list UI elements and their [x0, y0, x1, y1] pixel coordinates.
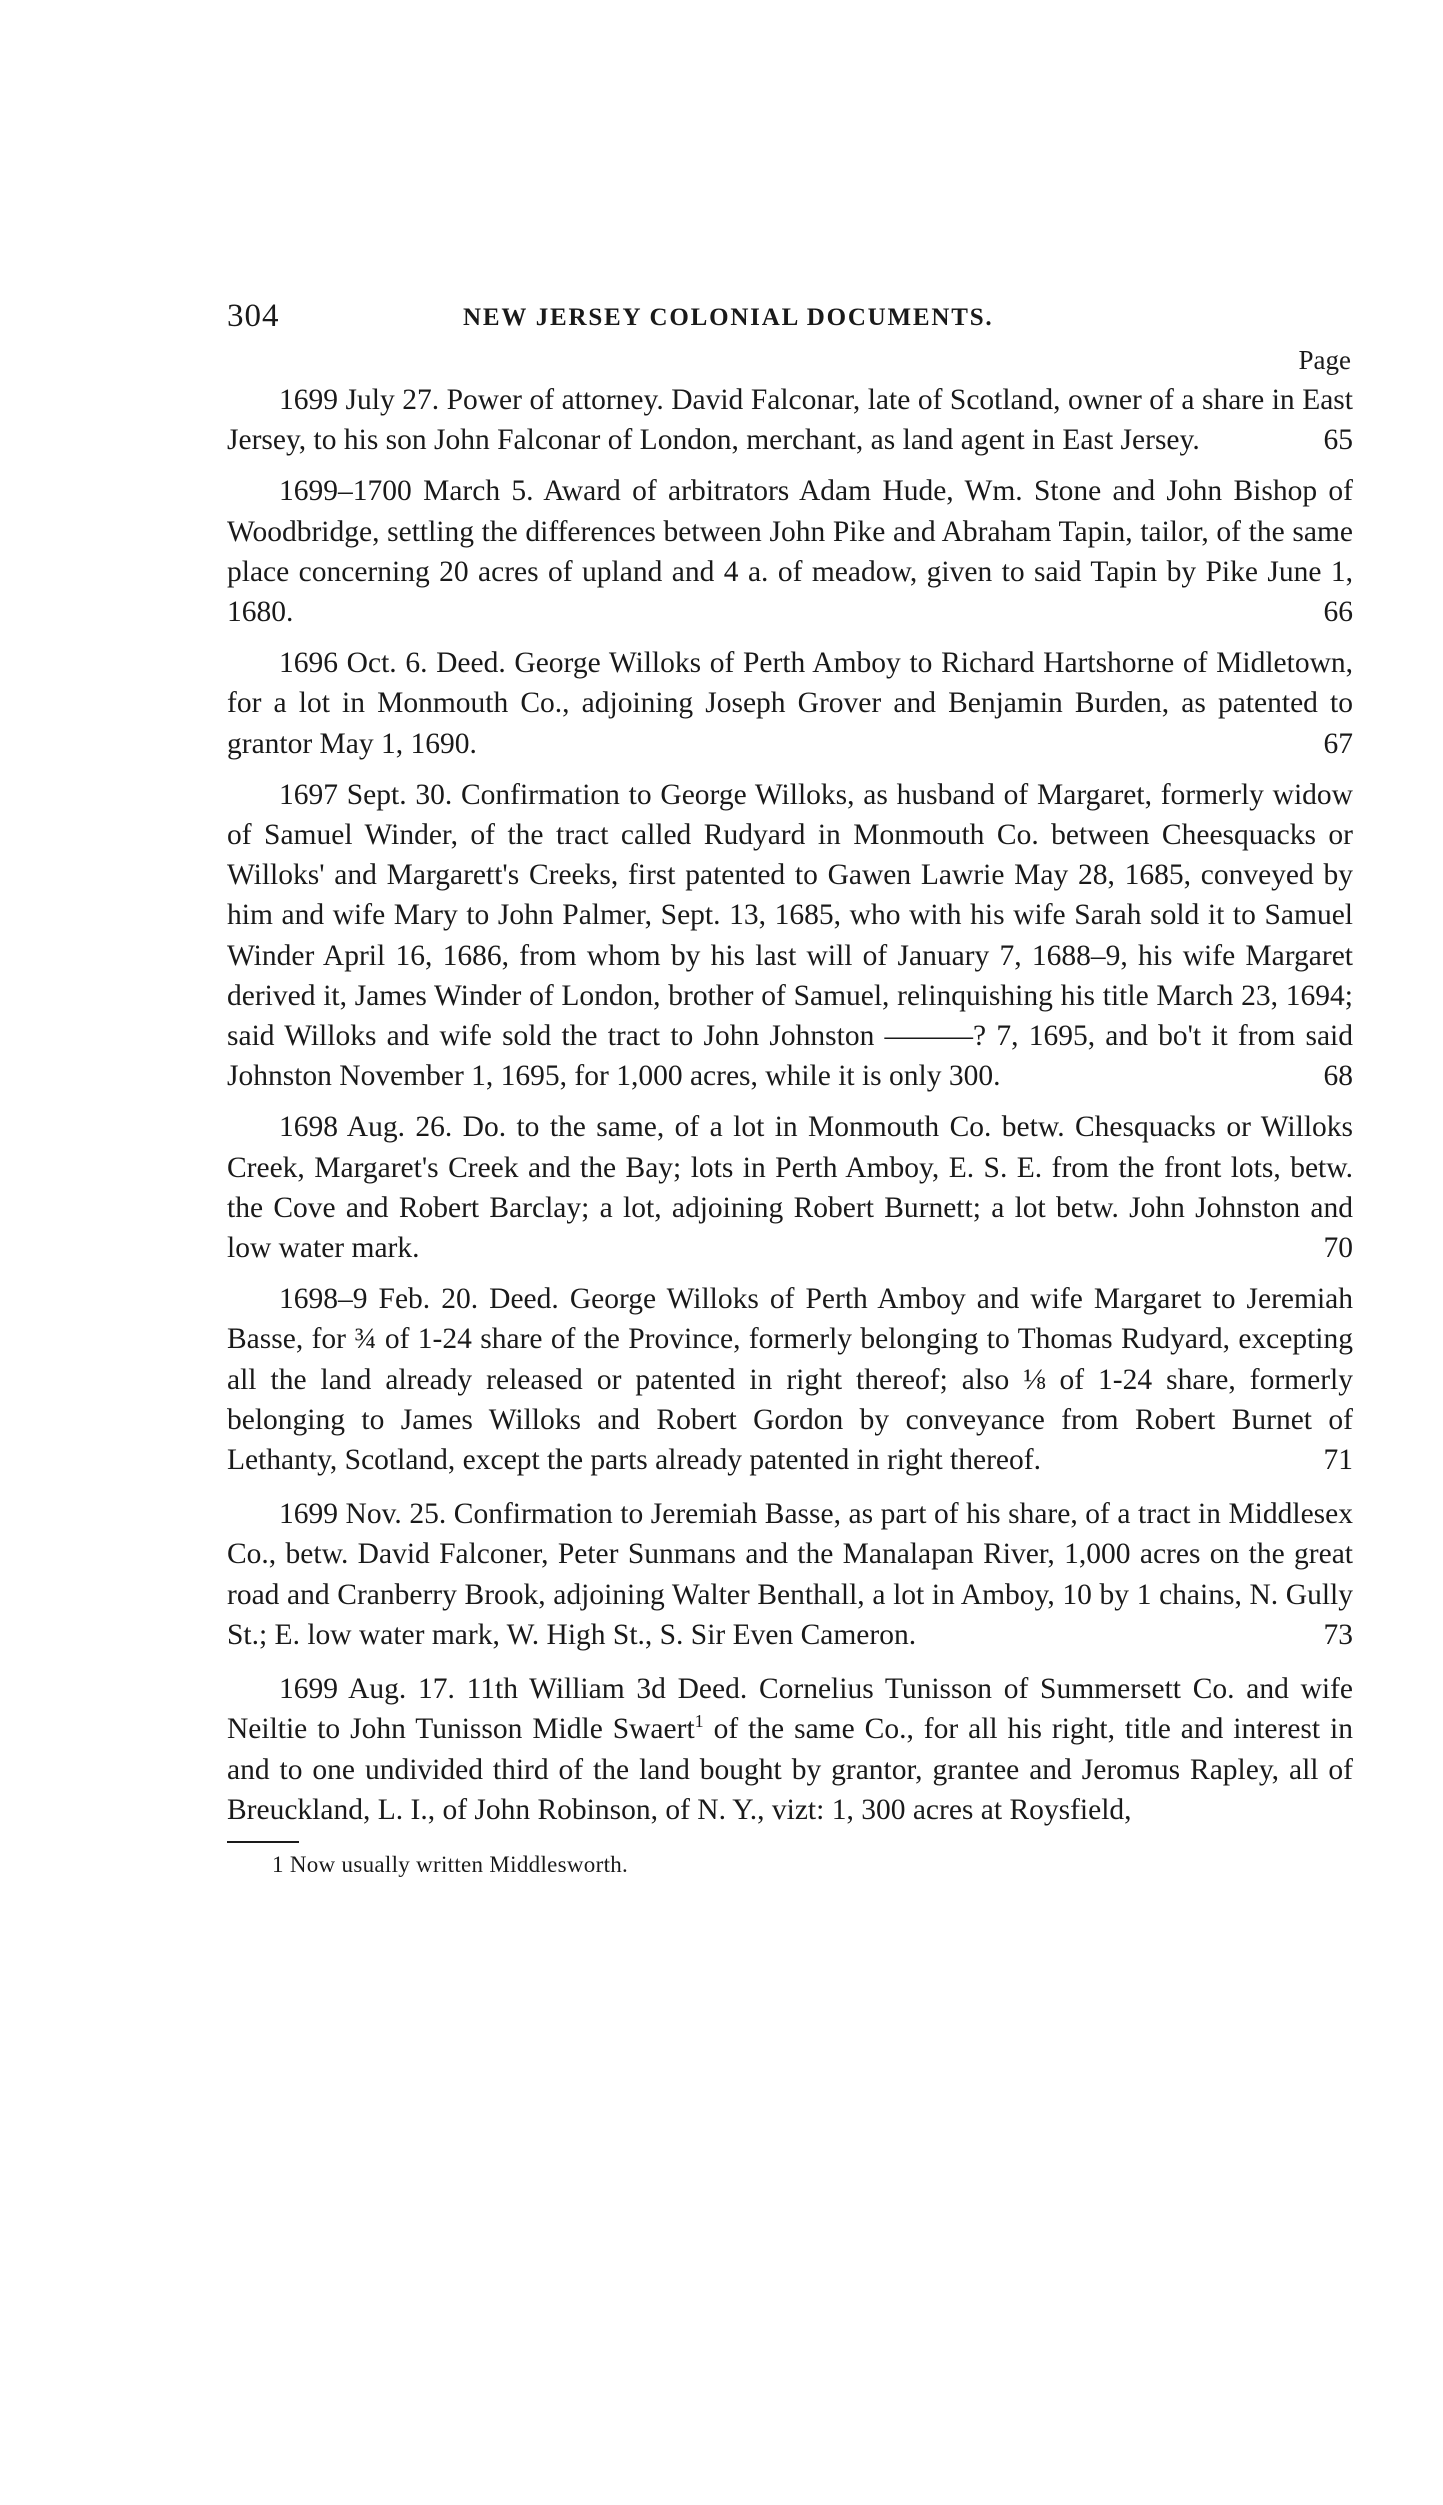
footnote-divider — [227, 1841, 299, 1843]
entry-text: 1697 Sept. 30. Confirmation to George Willoks, as husband of Margaret, formerly widow of Samuel Winder, of the tract called Rudyard in Monmouth Co. between Cheesquacks or Willoks' and Margarett's Creeks, first patented to Gawen Lawrie May 28, 1685, conveyed by him and wife Mary to John Palmer, Sept. 13, 1685, who with his wife Sarah sold it to Samuel Winder April 16, 1686, from whom by his last will of January 7, 1688–9, his wife Margaret derived it, James Winder of London, brother of Samuel, relinquishing his title March 23, 1694; said Willoks and wife sold the tract to John Johnston ———? 7, 1695, and bo't it from said Johnston November 1, 1695, for 1,000 acres, while it is only 300. — [227, 778, 1353, 1093]
footnote: 1 Now usually written Middlesworth. — [272, 1851, 629, 1877]
running-title: NEW JERSEY COLONIAL DOCUMENTS. — [463, 304, 994, 331]
page-number: 304 — [227, 298, 280, 334]
calendar-entry — [227, 643, 1353, 764]
entry-text: 1699 July 27. Power of attorney. David Falconar, late of Scotland, owner of a share in East Jersey, to his son John Falconar of London, merchant, as land agent in East Jersey. — [227, 384, 1353, 457]
document-page — [227, 298, 1353, 1881]
entry-text: 1699 Aug. 17. 11th William 3d Deed. Cornelius Tunisson of Summersett Co. and wife Neiltie to John Tunisson Midle Swaert — [227, 1673, 1353, 1746]
entry-page-ref: 65 — [1323, 424, 1353, 457]
calendar-entry-continued — [227, 1669, 1353, 1830]
calendar-entry — [227, 1279, 1353, 1480]
entry-page-ref: 66 — [1323, 596, 1353, 629]
entry-page-ref: 67 — [1323, 727, 1353, 760]
footnote-marker: 1 — [694, 1711, 704, 1732]
entry-page-ref: 71 — [1323, 1444, 1353, 1477]
entry-text: 1699 Nov. 25. Confirmation to Jeremiah Basse, as part of his share, of a tract in Middlesex Co., betw. David Falconer, Peter Sunmans and the Manalapan River, 1,000 acres on the great road and Cranberry Brook, adjoining Walter Benthall, a lot in Amboy, 10 by 1 chains, N. Gully St.; E. low water mark, W. High St., S. Sir Even Cameron. — [227, 1498, 1353, 1651]
calendar-entry — [227, 1494, 1353, 1655]
entry-text-continued: of the same Co., for all his right, title and interest in and to one undivided third of the land bought by grantor, grantee and Jeromus Rapley, all of Breuckland, L. I., of John Robinson, of N. Y., vizt: 1, 300 acres at Roysfield, — [227, 1713, 1353, 1826]
entry-text: 1696 Oct. 6. Deed. George Willoks of Perth Amboy to Richard Hartshorne of Midletown, for a lot in Monmouth Co., adjoining Joseph Grover and Benjamin Burden, as patented to grantor May 1, 1690. — [227, 647, 1353, 760]
calendar-entry — [227, 1107, 1353, 1268]
entry-page-ref: 73 — [1323, 1618, 1353, 1651]
entry-text: 1698 Aug. 26. Do. to the same, of a lot in Monmouth Co. betw. Chesquacks or Willoks Creek, Margaret's Creek and the Bay; lots in Perth Amboy, E. S. E. from the front lots, betw. the Cove and Robert Barclay; a lot, adjoining Robert Burnett; a lot betw. John Johnston and low water mark. — [227, 1111, 1353, 1265]
entry-page-ref: 68 — [1323, 1060, 1353, 1093]
calendar-entry — [227, 380, 1353, 460]
calendar-entry — [227, 471, 1353, 632]
entry-text: 1699–1700 March 5. Award of arbitrators Adam Hude, Wm. Stone and John Bishop of Woodbridge, settling the differences between John Pike and Abraham Tapin, tailor, of the same place concerning 20 acres of upland and 4 a. of meadow, given to said Tapin by Pike June 1, 1680. — [227, 475, 1353, 629]
page-header — [227, 298, 1353, 338]
entry-page-ref: 70 — [1323, 1232, 1353, 1265]
entry-text: 1698–9 Feb. 20. Deed. George Willoks of Perth Amboy and wife Margaret to Jeremiah Basse, for ¾ of 1-24 share of the Province, formerly belonging to Thomas Rudyard, excepting all the land already released or patented in right thereof; also ⅛ of 1-24 share, formerly belonging to James Willoks and Robert Gordon by conveyance from Robert Burnet of Lethanty, Scotland, except the parts already patented in right thereof. — [227, 1283, 1353, 1477]
page-column-label: Page — [1298, 345, 1351, 375]
calendar-entry — [227, 775, 1353, 1097]
